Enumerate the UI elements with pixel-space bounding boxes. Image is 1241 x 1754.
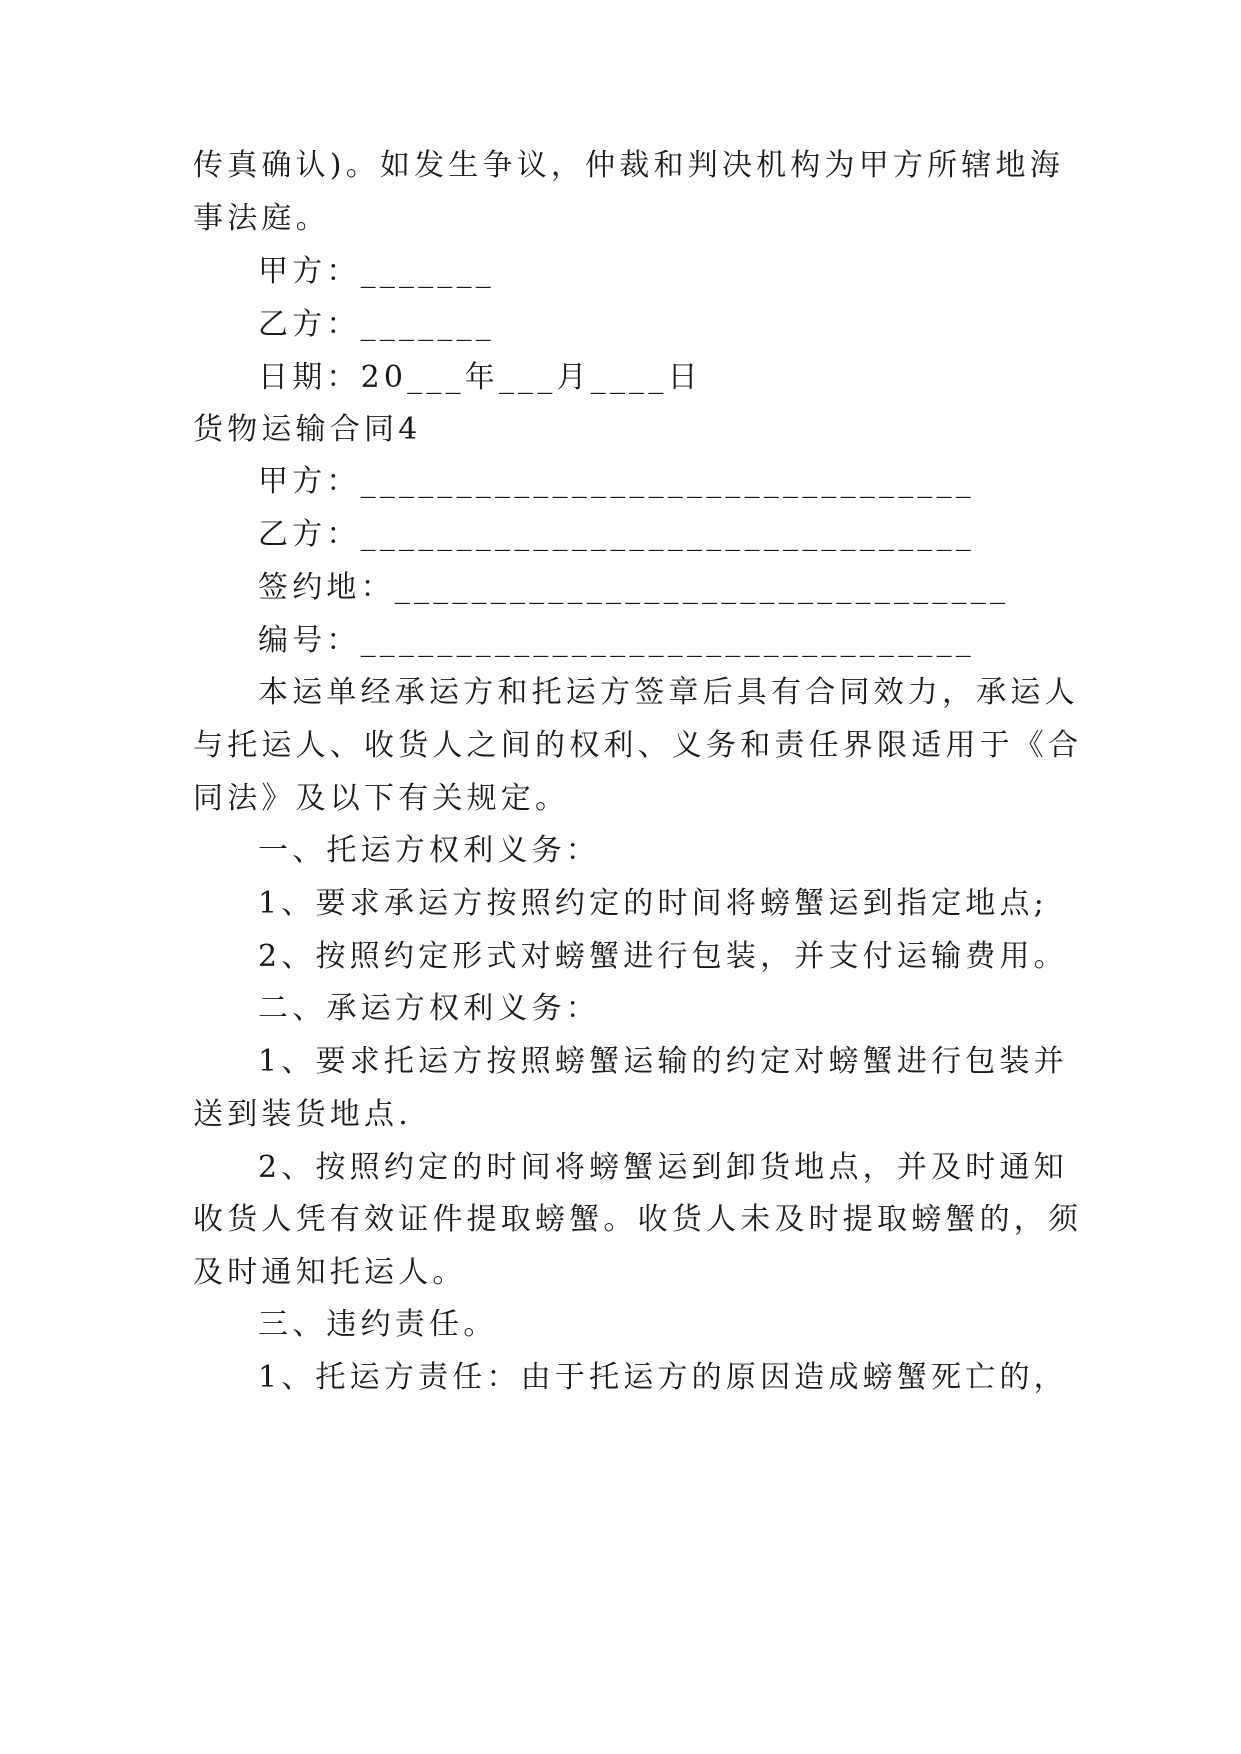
clause-heading: 一、托运方权利义务： (258, 833, 600, 868)
signing-place-field: 签约地：________________________________ (258, 570, 1010, 605)
paragraph-line: 与托运人、收货人之间的权利、义务和责任界限适用于《合 (193, 728, 1083, 763)
paragraph-line: 本运单经承运方和托运方签章后具有合同效力，承运人 (258, 675, 1079, 710)
paragraph-line: 同法》及以下有关规定。 (193, 781, 570, 816)
number-field: 编号：________________________________ (258, 623, 975, 658)
clause-item: 1、要求承运方按照约定的时间将螃蟹运到指定地点; (258, 886, 1048, 921)
paragraph-line: 事法庭。 (193, 201, 330, 236)
party-b-field: 乙方：_______ (258, 307, 495, 342)
clause-item: 1、托运方责任：由于托运方的原因造成螃蟹死亡的， (258, 1360, 1068, 1395)
paragraph-line: 传真确认)。如发生争议，仲裁和判决机构为甲方所辖地海 (193, 148, 1064, 183)
clause-heading: 三、违约责任。 (258, 1307, 498, 1342)
clause-item: 收货人凭有效证件提取螃蟹。收货人未及时提取螃蟹的，须 (193, 1202, 1083, 1237)
party-a-field: 甲方：________________________________ (258, 464, 975, 499)
party-b-field: 乙方：________________________________ (258, 517, 975, 552)
clause-item: 1、要求托运方按照螃蟹运输的约定对螃蟹进行包装并 (258, 1044, 1068, 1079)
date-field: 日期：20___年___月____日 (258, 360, 702, 395)
clause-item: 2、按照约定的时间将螃蟹运到卸货地点，并及时通知 (258, 1150, 1068, 1185)
clause-item: 及时通知托运人。 (193, 1255, 467, 1290)
clause-item: 送到装货地点. (193, 1097, 412, 1132)
party-a-field: 甲方：_______ (258, 254, 495, 289)
section-title: 货物运输合同4 (193, 412, 422, 447)
clause-heading: 二、承运方权利义务： (258, 991, 600, 1026)
clause-item: 2、按照约定形式对螃蟹进行包装，并支付运输费用。 (258, 939, 1068, 974)
